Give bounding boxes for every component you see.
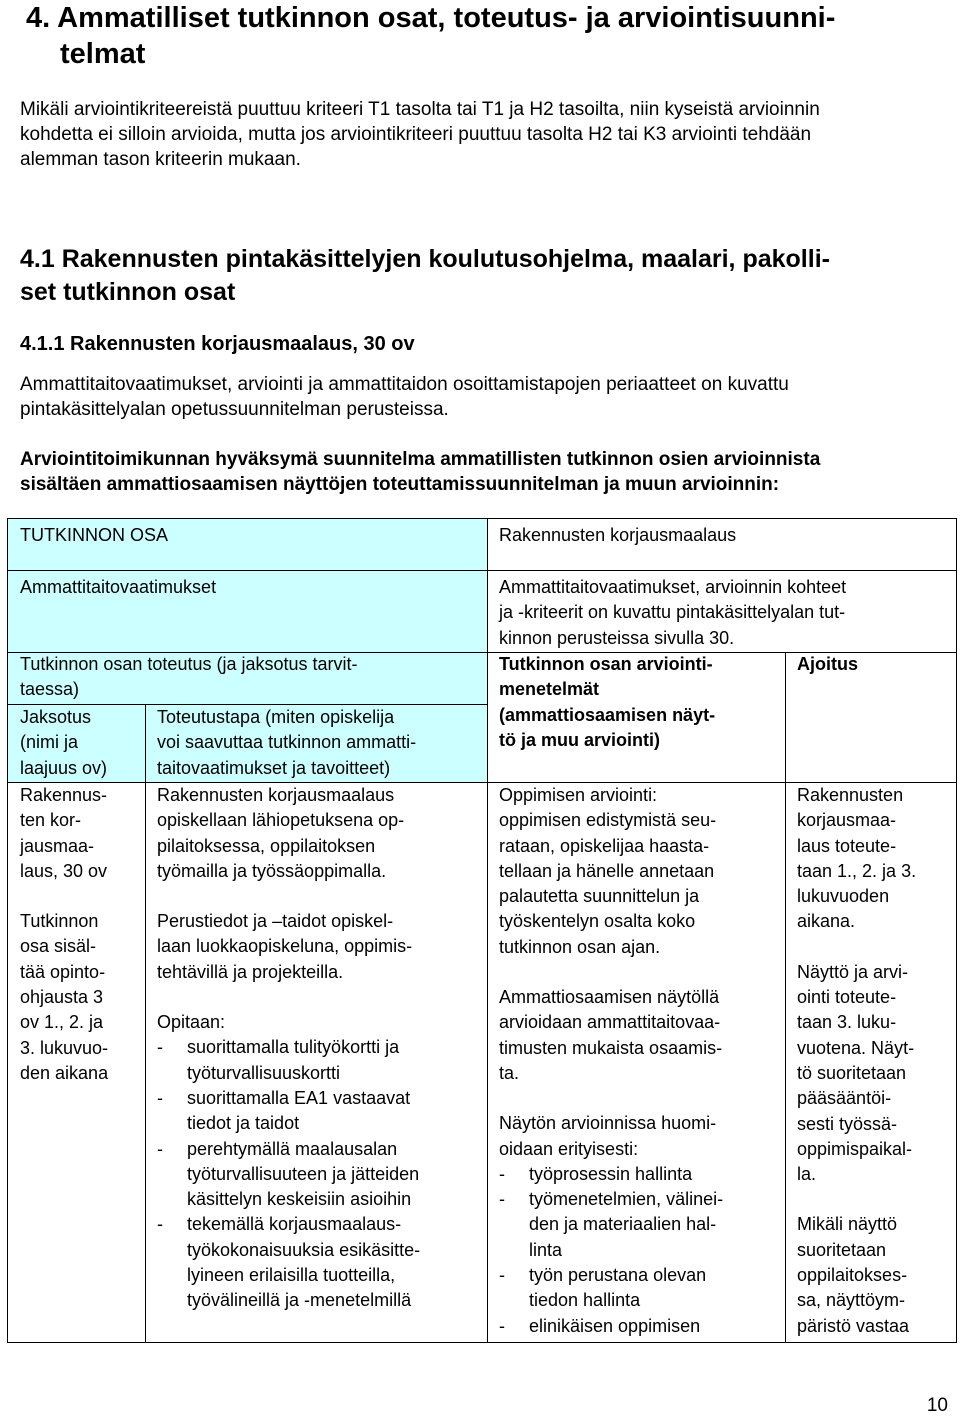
arviointi-body-line: oppimisen edistymistä seu- <box>499 810 717 831</box>
list-item-line: työmenetelmien, välinei- <box>529 1189 724 1210</box>
toteutustapa-body-cell <box>145 782 487 1342</box>
arviointi-header-line: menetelmät <box>499 679 600 700</box>
row2-value-cell <box>487 570 956 652</box>
plan-intro-line: sisältäen ammattiosaamisen näyttöjen toteuttamissuunnitelman ja muun arvioinnin: <box>20 474 780 495</box>
arviointi-body-line: arvioidaan ammattitaitovaa- <box>499 1012 721 1033</box>
intro-paragraph <box>20 97 950 172</box>
jaksotus-body-line: 3. lukuvuo- <box>20 1037 109 1058</box>
arviointi-body-line: työskentelyn osalta koko <box>499 911 696 932</box>
arviointi-body-line: tellaan ja hänelle annetaan <box>499 860 715 881</box>
list-item-line: työturvallisuuskortti <box>187 1062 341 1083</box>
list-item-line: suorittamalla tulityökortti ja <box>187 1037 400 1058</box>
toteutustapa-body-line: pilaitoksessa, oppilaitoksen <box>157 835 376 856</box>
jaksotus-body-cell <box>8 782 145 1342</box>
opitaan-label: Opitaan: <box>157 1012 226 1033</box>
section-heading-line: set tutkinnon osat <box>20 278 236 306</box>
heading-line-2: telmat <box>60 38 146 70</box>
toteutustapa-body-line: Perustiedot ja –taidot opiskel- <box>157 911 394 932</box>
jaksotus-body-line: laus, 30 ov <box>20 860 108 881</box>
list-dash: - <box>157 1214 163 1235</box>
table-part-label: TUTKINNON OSA <box>20 525 169 545</box>
jaksotus-body-line: jausmaa- <box>20 835 95 856</box>
requirements-line: kinnon perusteissa sivulla 30. <box>499 627 735 648</box>
list-item <box>499 1314 785 1339</box>
ajoitus-body-line: oppilaitokses- <box>797 1265 908 1286</box>
table-border-top <box>7 518 957 519</box>
list-dash: - <box>499 1163 505 1184</box>
jaksotus-body-line: ten kor- <box>20 810 82 831</box>
list-dash: - <box>499 1315 505 1336</box>
requirements-label: Ammattitaitovaatimukset <box>20 577 217 597</box>
row1-label-cell <box>8 519 487 570</box>
spacer <box>157 985 487 1010</box>
ajoitus-body-line: sesti työssä- <box>797 1113 898 1134</box>
jaksotus-body-line: osa sisäl- <box>20 936 97 957</box>
table-row-line-4 <box>7 782 957 783</box>
ajoitus-body-line: vuotena. Näyt- <box>797 1037 915 1058</box>
list-item-line: työprosessin hallinta <box>529 1163 693 1184</box>
table-border-right <box>956 518 957 1343</box>
toteutustapa-body-line: Rakennusten korjausmaalaus <box>157 785 395 805</box>
list-item-line: lyineen erilaisilla tuotteilla, <box>187 1265 396 1286</box>
toteutustapa-body-line: tehtävillä ja projekteilla. <box>157 961 344 982</box>
intro-line: alemman tason kriteerin mukaan. <box>20 149 301 170</box>
arviointi-body-line: oidaan erityisesti: <box>499 1138 639 1159</box>
table-row-line-2 <box>7 652 957 653</box>
jaksotus-body-line: ohjausta 3 <box>20 987 104 1008</box>
arviointi-body-line: Oppimisen arviointi: <box>499 785 658 805</box>
list-dash: - <box>157 1037 163 1058</box>
list-item-line: työvälineillä ja -menetelmillä <box>187 1290 412 1311</box>
ajoitus-body-line: suoritetaan <box>797 1239 887 1260</box>
spacer <box>499 1086 785 1111</box>
plan-intro-line: Arviointitoimikunnan hyväksymä suunnitelma ammatillisten tutkinnon osien arvioinnista <box>20 449 821 470</box>
list-item-line: tiedon hallinta <box>529 1290 641 1311</box>
ajoitus-body-line: taan 3. luku- <box>797 1012 897 1033</box>
ajoitus-body-line: sa, näyttöym- <box>797 1290 906 1311</box>
description-line: Ammattitaitovaatimukset, arviointi ja ammattitaidon osoittamistapojen periaatteet on kuvattu <box>20 374 789 395</box>
list-item <box>499 1162 785 1187</box>
ajoitus-body-line: oppimispaikal- <box>797 1138 913 1159</box>
toteutustapa-line: taitovaatimukset ja tavoitteet) <box>157 757 391 778</box>
jaksotus-body-line: tää opinto- <box>20 961 106 982</box>
ajoitus-body-line: päristö vastaa <box>797 1315 910 1336</box>
subsection-heading: 4.1.1 Rakennusten korjausmaalaus, 30 ov <box>20 333 415 355</box>
list-dash: - <box>499 1265 505 1286</box>
page-heading <box>26 0 946 72</box>
toteutustapa-line: Toteutustapa (miten opiskelija <box>157 707 395 727</box>
arviointi-body-line: rataan, opiskelijaa haasta- <box>499 835 710 856</box>
toteutustapa-body-line: opiskellaan lähiopetuksena op- <box>157 810 405 831</box>
arviointi-header-cell <box>487 652 785 782</box>
table-row-line-3 <box>7 704 487 705</box>
toteutus-header-line: Tutkinnon osan toteutus (ja jaksotus tarvit- <box>20 654 358 674</box>
ajoitus-body-line: lukuvuoden <box>797 886 890 907</box>
list-item-line: työturvallisuuteen ja jätteiden <box>187 1163 420 1184</box>
toteutustapa-body-line: laan luokkaopiskeluna, oppimis- <box>157 936 413 957</box>
intro-line: kohdetta ei silloin arvioida, mutta jos arviointikriteeri puuttuu tasolta H2 tai K3 arviointi tehdään <box>20 124 812 145</box>
ajoitus-header-cell <box>785 652 956 782</box>
toteutustapa-header-cell <box>145 704 487 782</box>
list-item <box>157 1035 487 1086</box>
arviointi-body-line: Ammattiosaamisen näytöllä <box>499 987 720 1008</box>
jaksotus-line: Jaksotus <box>20 707 92 727</box>
ajoitus-body-line: pääsääntöi- <box>797 1088 892 1109</box>
list-item <box>157 1086 487 1137</box>
arviointi-header-line: tö ja muu arviointi) <box>499 729 661 750</box>
ajoitus-body-cell <box>785 782 956 1342</box>
list-dash: - <box>499 1189 505 1210</box>
row1-value-cell <box>487 519 956 570</box>
page-number: 10 <box>926 1395 948 1416</box>
intro-line: Mikäli arviointikriteereistä puuttuu kriteeri T1 tasolta tai T1 ja H2 tasoilta, niin kyseistä arvioinnin <box>20 99 820 120</box>
jaksotus-body-line: Rakennus- <box>20 785 108 805</box>
requirements-line: ja -kriteerit on kuvattu pintakäsittelyalan tut- <box>499 602 846 623</box>
table-border-bottom <box>7 1342 957 1343</box>
requirements-line: Ammattitaitovaatimukset, arvioinnin kohteet <box>499 577 847 597</box>
list-item-line: perehtymällä maalausalan <box>187 1138 398 1159</box>
table-divider-main <box>487 518 488 1343</box>
ajoitus-header: Ajoitus <box>797 654 858 674</box>
arviointi-body-line: Näytön arvioinnissa huomi- <box>499 1113 717 1134</box>
jaksotus-line: (nimi ja <box>20 732 79 753</box>
ajoitus-body-line: laus toteute- <box>797 835 897 856</box>
description-paragraph <box>20 372 950 422</box>
heading-line-1: 4. Ammatilliset tutkinnon osat, toteutus- ja arviointisuunni- <box>26 2 836 34</box>
arviointi-body-cell <box>487 782 785 1342</box>
ajoitus-body-line: tö suoritetaan <box>797 1062 907 1083</box>
toteutus-header-line: taessa) <box>20 679 80 700</box>
table-divider-ajoitus <box>785 652 786 1343</box>
ajoitus-body-line: Rakennusten <box>797 785 904 805</box>
list-item-line: työn perustana olevan <box>529 1265 707 1286</box>
table-divider-jaksotus <box>145 704 146 1343</box>
spacer <box>157 884 487 909</box>
section-heading <box>20 243 950 309</box>
list-item <box>499 1187 785 1263</box>
ajoitus-body-line: aikana. <box>797 911 856 932</box>
arviointi-header-line: (ammattiosaamisen näyt- <box>499 704 716 725</box>
section-heading-line: 4.1 Rakennusten pintakäsittelyjen koulutusohjelma, maalari, pakolli- <box>20 245 830 273</box>
arviointi-header-line: Tutkinnon osan arviointi- <box>499 654 713 674</box>
list-item <box>157 1137 487 1213</box>
list-item-line: elinikäisen oppimisen <box>529 1315 701 1336</box>
ajoitus-body-line: Näyttö ja arvi- <box>797 961 909 982</box>
list-item-line: tiedot ja taidot <box>187 1113 300 1134</box>
list-item-line: suorittamalla EA1 vastaavat <box>187 1087 411 1108</box>
spacer <box>797 1187 956 1212</box>
list-dash: - <box>157 1087 163 1108</box>
list-item-line: tekemällä korjausmaalaus- <box>187 1214 402 1235</box>
spacer <box>499 960 785 985</box>
jaksotus-header-cell <box>8 704 145 782</box>
jaksotus-body-line: Tutkinnon <box>20 911 99 932</box>
arviointi-body-line: palautetta suunnittelun ja <box>499 886 700 907</box>
list-item-line: työkokonaisuuksia esikäsitte- <box>187 1239 421 1260</box>
list-item <box>499 1263 785 1314</box>
ajoitus-body-line: korjausmaa- <box>797 810 897 831</box>
spacer <box>20 884 145 909</box>
table-row-line-1 <box>7 570 957 571</box>
arviointi-body-line: tutkinnon osan ajan. <box>499 936 661 957</box>
jaksotus-body-line: ov 1., 2. ja <box>20 1012 104 1033</box>
toteutus-header-cell <box>8 652 487 704</box>
list-item-line: den ja materiaalien hal- <box>529 1214 717 1235</box>
table-border-left <box>7 518 8 1343</box>
ajoitus-body-line: ointi toteute- <box>797 987 897 1008</box>
row2-label-cell <box>8 570 487 652</box>
list-item-line: linta <box>529 1239 563 1260</box>
plan-intro-paragraph <box>20 447 950 497</box>
toteutustapa-line: voi saavuttaa tutkinnon ammatti- <box>157 732 417 753</box>
description-line: pintakäsittelyalan opetussuunnitelman perusteissa. <box>20 399 449 420</box>
list-dash: - <box>157 1138 163 1159</box>
arviointi-body-line: ta. <box>499 1062 520 1083</box>
toteutustapa-body-line: työmailla ja työssäoppimalla. <box>157 860 387 881</box>
list-item <box>157 1212 487 1313</box>
jaksotus-body-line: den aikana <box>20 1062 109 1083</box>
table-part-value: Rakennusten korjausmaalaus <box>499 525 737 545</box>
ajoitus-body-line: la. <box>797 1164 817 1185</box>
ajoitus-body-line: taan 1., 2. ja 3. <box>797 860 917 881</box>
ajoitus-body-line: Mikäli näyttö <box>797 1214 898 1235</box>
spacer <box>797 935 956 960</box>
list-item-line: käsittelyn keskeisiin asioihin <box>187 1189 412 1210</box>
jaksotus-line: laajuus ov) <box>20 757 108 778</box>
arviointi-body-line: timusten mukaista osaamis- <box>499 1037 723 1058</box>
